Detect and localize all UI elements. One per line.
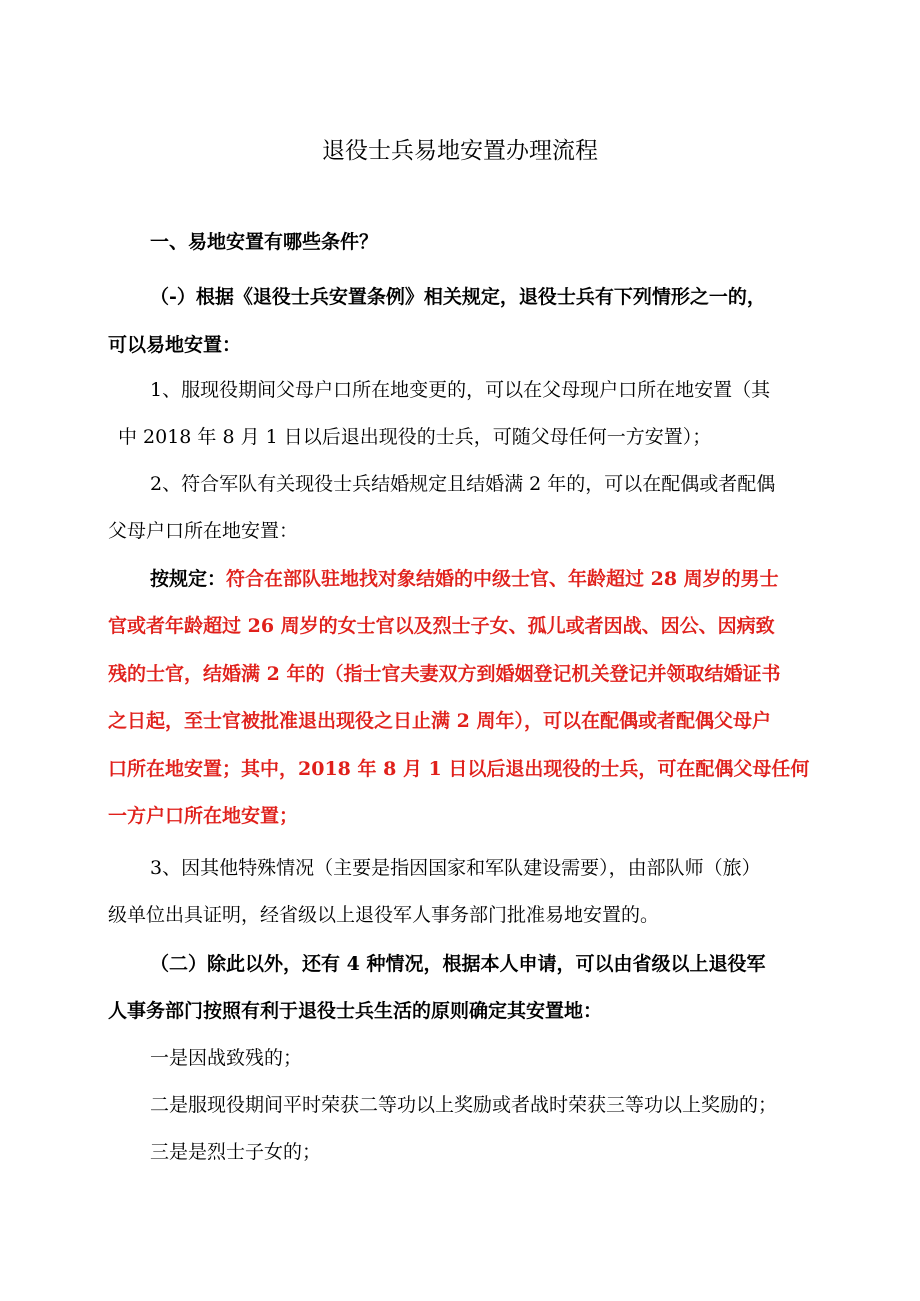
item-2-line-2: 父母户口所在地安置：	[108, 520, 299, 542]
rule-text-1: 符合在部队驻地找对象结婚的中级士官、年龄超过 28 周岁的男士	[226, 568, 779, 590]
item-1-line-2: 中 2018 年 8 月 1 日以后退出现役的士兵，可随父母任何一方安置）；	[118, 426, 712, 448]
item-3-line-1: 3、因其他特殊情况（主要是指因国家和军队建设需要），由部队师（旅）	[150, 857, 761, 879]
item-2-line-1: 2、符合军队有关现役士兵结婚规定且结婚满 2 年的，可以在配偶或者配偶	[150, 473, 776, 495]
section-heading-1: 一、易地安置有哪些条件？	[150, 231, 379, 253]
rule-line-1	[150, 567, 779, 591]
item-3-line-2: 级单位出具证明，经省级以上退役军人事务部门批准易地安置的。	[108, 904, 660, 926]
rule-prefix: 按规定：	[150, 568, 227, 590]
rule-line-5: 口所在地安置；其中，2018 年 8 月 1 日以后退出现役的士兵，可在配偶父母任何	[108, 758, 810, 780]
item-1-line-1: 1、服现役期间父母户口所在地变更的，可以在父母现户口所在地安置（其	[150, 379, 771, 401]
paragraph-1-line-1: （-）根据《退役士兵安置条例》相关规定，退役士兵有下列情形之一的，	[150, 286, 766, 308]
rule-line-4: 之日起，至士官被批准退出现役之日止满 2 周年），可以在配偶或者配偶父母户	[108, 710, 771, 732]
rule-line-6: 一方户口所在地安置；	[108, 805, 299, 827]
rule-line-2: 官或者年龄超过 26 周岁的女士官以及烈士子女、孤儿或者因战、因公、因病致	[108, 615, 775, 637]
case-2: 二是服现役期间平时荣获二等功以上奖励或者战时荣获三等功以上奖励的；	[150, 1094, 778, 1116]
case-1: 一是因战致残的；	[150, 1047, 303, 1069]
paragraph-1-line-2: 可以易地安置：	[108, 334, 242, 356]
case-3: 三是是烈士子女的；	[150, 1141, 322, 1163]
document-title: 退役士兵易地安置办理流程	[322, 138, 598, 164]
paragraph-2-line-2: 人事务部门按照有利于退役士兵生活的原则确定其安置地：	[108, 1000, 603, 1022]
rule-line-3: 残的士官，结婚满 2 年的（指士官夫妻双方到婚姻登记机关登记并领取结婚证书	[108, 663, 781, 685]
paragraph-2-line-1: （二）除此以外，还有 4 种情况，根据本人申请，可以由省级以上退役军	[150, 953, 766, 975]
